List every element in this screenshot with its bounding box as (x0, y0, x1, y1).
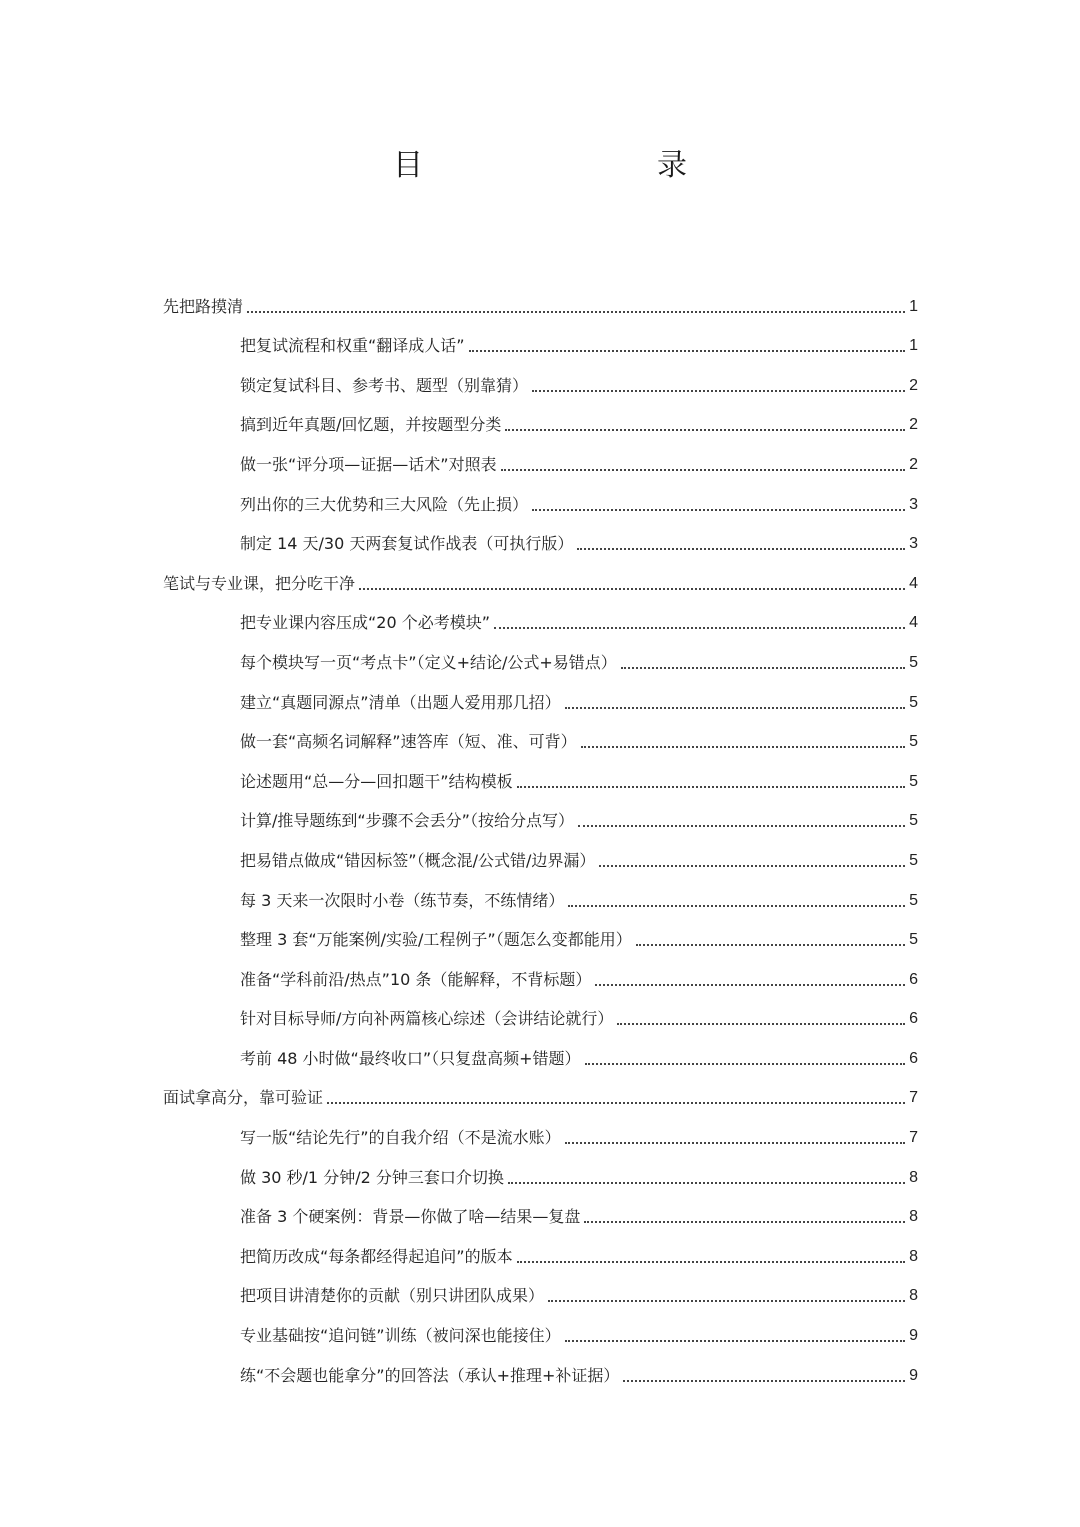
toc-page-number: 9 (909, 1366, 918, 1384)
toc-subsection-entry[interactable] (163, 1307, 918, 1347)
toc-entry-title: 搞到近年真题/回忆题，并按题型分类 (240, 415, 502, 435)
toc-dot-leader (517, 1261, 906, 1263)
toc-page-number: 4 (909, 574, 918, 592)
toc-page-number: 5 (909, 931, 918, 949)
toc-page-number: 5 (909, 653, 918, 671)
page-title: 目 录 (393, 148, 745, 183)
toc-subsection-entry[interactable] (163, 397, 918, 437)
toc-subsection-entry[interactable] (163, 1347, 918, 1387)
toc-entry-title: 把项目讲清楚你的贡献（别只讲团队成果） (240, 1286, 545, 1306)
toc-subsection-entry[interactable] (163, 951, 918, 991)
toc-dot-leader (595, 984, 905, 986)
toc-page-number: 5 (909, 851, 918, 869)
toc-subsection-entry[interactable] (163, 1228, 918, 1268)
toc-page-number: 9 (909, 1327, 918, 1345)
toc-entry-title: 把简历改成“每条都经得起追问”的版本 (240, 1246, 513, 1266)
toc-dot-leader (508, 1182, 905, 1184)
toc-entry-title: 练“不会题也能拿分”的回答法（承认+推理+补证据） (240, 1365, 620, 1385)
toc-entry-title: 列出你的三大优势和三大风险（先止损） (240, 494, 529, 514)
toc-dot-leader (565, 1142, 906, 1144)
toc-entry-title: 做一套“高频名词解释”速答库（短、准、可背） (240, 732, 577, 752)
toc-entry-title: 考前 48 小时做“最终收口”（只复盘高频+错题） (240, 1048, 581, 1068)
toc-entry-title: 写一版“结论先行”的自我介绍（不是流水账） (240, 1128, 561, 1148)
toc-dot-leader (565, 707, 906, 709)
toc-dot-leader (599, 865, 905, 867)
toc-dot-leader (359, 588, 905, 590)
toc-dot-leader (494, 627, 905, 629)
toc-subsection-entry[interactable] (163, 357, 918, 397)
toc-page-number: 5 (909, 812, 918, 830)
toc-subsection-entry[interactable] (163, 1268, 918, 1308)
toc-page-number: 2 (909, 455, 918, 473)
toc-dot-leader (501, 469, 906, 471)
toc-dot-leader (585, 1063, 906, 1065)
toc-page-number: 2 (909, 416, 918, 434)
toc-subsection-entry[interactable] (163, 714, 918, 754)
toc-entry-title: 把易错点做成“错因标签”（概念混/公式错/边界漏） (240, 850, 596, 870)
toc-subsection-entry[interactable] (163, 1109, 918, 1149)
toc-entry-title: 针对目标导师/方向补两篇核心综述（会讲结论就行） (240, 1009, 614, 1029)
toc-subsection-entry[interactable] (163, 1189, 918, 1229)
toc-page-number: 5 (909, 772, 918, 790)
toc-subsection-entry[interactable] (163, 1030, 918, 1070)
toc-entry-title: 准备 3 个硬案例：背景—你做了啥—结果—复盘 (240, 1207, 581, 1227)
toc-subsection-entry[interactable] (163, 318, 918, 358)
toc-page-number: 7 (909, 1129, 918, 1147)
toc-page-number: 3 (909, 495, 918, 513)
toc-dot-leader (578, 825, 905, 827)
toc-page-number: 6 (909, 1010, 918, 1028)
toc-dot-leader (517, 786, 906, 788)
toc-dot-leader (565, 1340, 906, 1342)
toc-dot-leader (636, 944, 905, 946)
toc-dot-leader (577, 548, 905, 550)
toc-entry-title: 把专业课内容压成“20 个必考模块” (240, 613, 491, 633)
toc-entry-title: 面试拿高分，靠可验证 (163, 1088, 324, 1108)
toc-subsection-entry[interactable] (163, 436, 918, 476)
toc-page-number: 8 (909, 1287, 918, 1305)
toc-entry-title: 做 30 秒/1 分钟/2 分钟三套口介切换 (240, 1167, 504, 1187)
toc-page-number: 8 (909, 1208, 918, 1226)
toc-entry-title: 制定 14 天/30 天两套复试作战表（可执行版） (240, 534, 574, 554)
toc-subsection-entry[interactable] (163, 912, 918, 952)
toc-subsection-entry[interactable] (163, 872, 918, 912)
toc-page-number: 4 (909, 614, 918, 632)
toc-entry-title: 做一张“评分项—证据—话术”对照表 (240, 454, 497, 474)
toc-page-number: 6 (909, 1049, 918, 1067)
toc-dot-leader (505, 429, 905, 431)
toc-subsection-entry[interactable] (163, 1149, 918, 1189)
toc-dot-leader (247, 311, 905, 313)
toc-page-number: 8 (909, 1168, 918, 1186)
toc-subsection-entry[interactable] (163, 595, 918, 635)
toc-dot-leader (548, 1300, 905, 1302)
toc-entry-title: 建立“真题同源点”清单（出题人爱用那几招） (240, 692, 561, 712)
toc-entry-title: 锁定复试科目、参考书、题型（别靠猜） (240, 375, 529, 395)
toc-entry-title: 把复试流程和权重“翻译成人话” (240, 336, 465, 356)
toc-page-number: 1 (909, 297, 918, 315)
toc-page-number: 2 (909, 376, 918, 394)
toc-entry-title: 准备“学科前沿/热点”10 条（能解释，不背标题） (240, 969, 592, 989)
toc-entry-title: 先把路摸清 (163, 296, 244, 316)
toc-dot-leader (532, 390, 905, 392)
toc-dot-leader (623, 1380, 905, 1382)
toc-dot-leader (584, 1221, 905, 1223)
toc-subsection-entry[interactable] (163, 634, 918, 674)
toc-dot-leader (568, 905, 905, 907)
toc-page-number: 3 (909, 535, 918, 553)
toc-page-number: 8 (909, 1247, 918, 1265)
toc-entry-title: 论述题用“总—分—回扣题干”结构模板 (240, 771, 513, 791)
toc-subsection-entry[interactable] (163, 516, 918, 556)
toc-subsection-entry[interactable] (163, 753, 918, 793)
toc-page-number: 6 (909, 970, 918, 988)
toc-page-number: 5 (909, 733, 918, 751)
toc-entry-title: 每个模块写一页“考点卡”（定义+结论/公式+易错点） (240, 652, 617, 672)
toc-section-entry[interactable] (163, 278, 918, 318)
toc-page-number: 5 (909, 693, 918, 711)
toc-entry-title: 整理 3 套“万能案例/实验/工程例子”（题怎么变都能用） (240, 930, 632, 950)
table-of-contents (163, 278, 918, 1387)
toc-dot-leader (617, 1023, 905, 1025)
toc-entry-title: 笔试与专业课，把分吃干净 (163, 573, 356, 593)
toc-subsection-entry[interactable] (163, 476, 918, 516)
toc-entry-title: 专业基础按“追问链”训练（被问深也能接住） (240, 1326, 561, 1346)
toc-dot-leader (621, 667, 905, 669)
toc-page-number: 1 (909, 337, 918, 355)
toc-dot-leader (327, 1102, 905, 1104)
toc-dot-leader (532, 509, 905, 511)
toc-subsection-entry[interactable] (163, 832, 918, 872)
toc-page-number: 7 (909, 1089, 918, 1107)
toc-page-number: 5 (909, 891, 918, 909)
toc-section-entry[interactable] (163, 555, 918, 595)
toc-dot-leader (581, 746, 906, 748)
toc-section-entry[interactable] (163, 1070, 918, 1110)
toc-entry-title: 每 3 天来一次限时小卷（练节奏，不练情绪） (240, 890, 565, 910)
toc-subsection-entry[interactable] (163, 991, 918, 1031)
toc-subsection-entry[interactable] (163, 793, 918, 833)
toc-subsection-entry[interactable] (163, 674, 918, 714)
toc-dot-leader (469, 350, 906, 352)
toc-entry-title: 计算/推导题练到“步骤不会丢分”（按给分点写） (240, 811, 574, 831)
